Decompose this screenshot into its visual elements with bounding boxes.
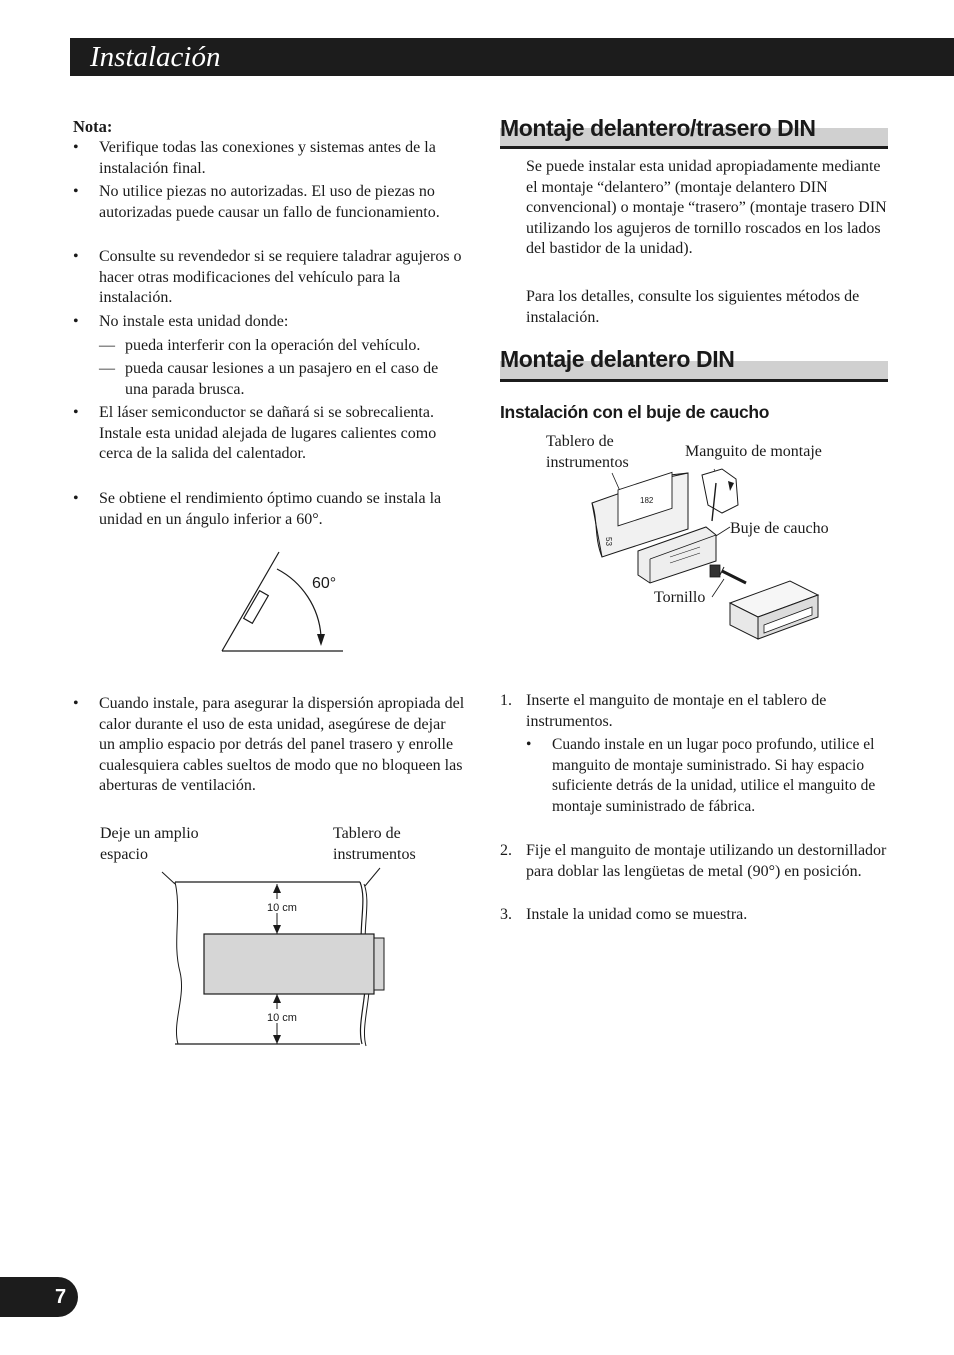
space-label: Deje un amplio espacio xyxy=(100,825,199,863)
figure-label-dashboard: Tablero de instrumentos xyxy=(546,433,629,471)
note-bullet xyxy=(73,247,463,309)
heading-label: Montaje delantero DIN xyxy=(500,346,735,372)
note-bullet-text: Consulte su revendedor si se requiere taladrar agujeros o hacer otras modificaciones del vehículo para la instalación. xyxy=(99,248,462,306)
step-number: 2. xyxy=(500,842,512,859)
note-bullet xyxy=(73,312,463,334)
note-sub-item xyxy=(99,336,465,358)
bullet-glyph: • xyxy=(73,313,79,330)
space-diagram xyxy=(150,862,390,1052)
bullet-glyph: • xyxy=(73,490,79,507)
step-item xyxy=(500,905,890,927)
bullet-glyph: • xyxy=(526,736,532,753)
bullet-glyph: • xyxy=(73,248,79,265)
page-badge xyxy=(0,1277,78,1317)
page-number: 7 xyxy=(55,1286,67,1308)
note-sub-item xyxy=(99,359,465,401)
note-bullet xyxy=(73,403,463,487)
heat-bullet-text: Cuando instale, para asegurar la dispersión apropiada del calor durante el uso de esta unidad, asegúrese de dejar un amplio espacio por detrás del panel trasero y enrolle cualesquiera cables sueltos de modo que no bloqueen las aberturas de ventilación. xyxy=(99,695,465,794)
page-title: Instalación xyxy=(90,41,221,73)
dash-glyph: — xyxy=(99,360,115,377)
note-bullet-text: No instale esta unidad donde: xyxy=(99,313,289,330)
section-heading xyxy=(500,346,888,382)
slot-mark: 53 xyxy=(604,537,613,546)
slot-mark: 182 xyxy=(640,496,654,505)
note-title: Nota: xyxy=(73,117,113,136)
subheading: Instalación con el buje de caucho xyxy=(500,402,770,422)
bullet-glyph: • xyxy=(73,139,79,156)
figure-label-sleeve: Manguito de montaje xyxy=(685,443,822,460)
note-bullet xyxy=(73,182,463,244)
figure-label-screw: Tornillo xyxy=(654,589,706,606)
note-bullet-text: No utilice piezas no autorizadas. El uso de piezas no autorizadas puede causar un fallo de funcionamiento. xyxy=(99,183,440,221)
heading-label: Montaje delantero/trasero DIN xyxy=(500,115,816,141)
bullet-glyph: • xyxy=(73,183,79,200)
dash-glyph: — xyxy=(99,337,115,354)
note-bullet xyxy=(73,138,463,180)
note-sub-text: pueda causar lesiones a un pasajero en el caso de una parada brusca. xyxy=(125,360,439,398)
step-item xyxy=(500,691,890,733)
header-bar xyxy=(70,38,954,76)
section-heading xyxy=(500,115,888,149)
bullet-glyph: • xyxy=(73,404,79,421)
note-bullet-text: El láser semiconductor se dañará si se sobrecalienta. Instale esta unidad alejada de lugares calientes como cerca de la salida del calentador. xyxy=(99,404,437,462)
step-number: 3. xyxy=(500,906,512,923)
note-bullet-text: Se obtiene el rendimiento óptimo cuando se instala la unidad en un ángulo inferior a 60°. xyxy=(99,490,442,528)
angle-diagram xyxy=(215,548,350,658)
step-text: Fije el manguito de montaje utilizando un destornillador para doblar las lengüetas de metal (90°) en posición. xyxy=(526,842,887,880)
step-text: Instale la unidad como se muestra. xyxy=(526,906,748,923)
bullet-glyph: • xyxy=(73,695,79,712)
gap-bottom-label: 10 cm xyxy=(267,1012,297,1024)
step-text: Inserte el manguito de montaje en el tablero de instrumentos. xyxy=(526,692,827,730)
figure-label-bush: Buje de caucho xyxy=(730,520,829,537)
installation-figure xyxy=(590,465,822,655)
step-number: 1. xyxy=(500,692,512,709)
note-bullet-text: Verifique todas las conexiones y sistemas antes de la instalación final. xyxy=(99,139,436,177)
step-bullet-text: Cuando instale en un lugar poco profundo, utilice el manguito de montaje suministrado. Si hay espacio suficiente detrás de la unidad, utilice el manguito de montaje suministrado de fábrica. xyxy=(552,736,876,815)
angle-label: 60° xyxy=(312,575,337,592)
dashboard-label: Tablero de instrumentos xyxy=(333,825,416,863)
step-bullet xyxy=(526,735,888,839)
gap-top-label: 10 cm xyxy=(267,902,297,914)
note-sub-text: pueda interferir con la operación del vehículo. xyxy=(125,337,421,354)
intro-paragraph: Se puede instalar esta unidad apropiadamente mediante el montaje “delantero” (montaje delantero DIN convencional) o montaje “trasero” (montaje trasero DIN utilizando los agujeros de tornillo roscados en los lados del bastidor de la unidad). xyxy=(526,158,887,257)
step-item xyxy=(500,841,890,905)
note-bullet xyxy=(73,489,463,531)
intro-paragraph: Para los detalles, consulte los siguientes métodos de instalación. xyxy=(526,288,860,326)
heat-bullet xyxy=(73,694,465,818)
